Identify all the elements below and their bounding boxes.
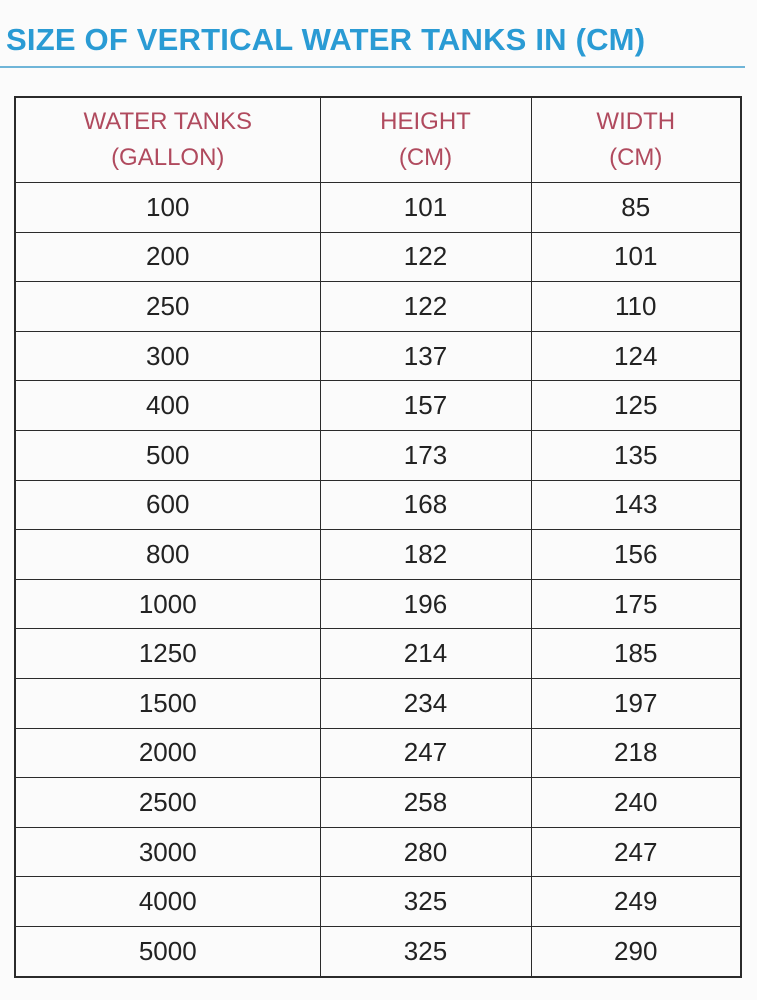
header-unit: (CM): [609, 144, 663, 171]
gallon-cell: 5000: [15, 926, 320, 976]
table-row: [15, 381, 741, 431]
table-row: [15, 678, 741, 728]
gallon-cell: 2500: [15, 778, 320, 828]
width-cell: 156: [531, 530, 741, 580]
table-row: [15, 926, 741, 976]
height-cell: 168: [320, 480, 531, 530]
gallon-cell: 200: [15, 232, 320, 282]
height-cell: 258: [320, 778, 531, 828]
gallon-cell: 800: [15, 530, 320, 580]
header-water-tanks: [15, 97, 320, 183]
gallon-cell: 250: [15, 282, 320, 332]
table-header-row: [15, 97, 741, 183]
height-cell: 101: [320, 183, 531, 233]
height-cell: 122: [320, 282, 531, 332]
page-title: SIZE OF VERTICAL WATER TANKS IN (CM): [6, 22, 646, 57]
header-width: [531, 97, 741, 183]
width-cell: 247: [531, 827, 741, 877]
gallon-cell: 1000: [15, 579, 320, 629]
height-cell: 157: [320, 381, 531, 431]
width-cell: 143: [531, 480, 741, 530]
table-row: [15, 827, 741, 877]
height-cell: 122: [320, 232, 531, 282]
gallon-cell: 400: [15, 381, 320, 431]
height-cell: 325: [320, 926, 531, 976]
header-label: HEIGHT: [380, 108, 471, 135]
height-cell: 214: [320, 629, 531, 679]
table-row: [15, 530, 741, 580]
height-cell: 234: [320, 678, 531, 728]
width-cell: 218: [531, 728, 741, 778]
header-unit: (CM): [398, 144, 453, 171]
width-cell: 124: [531, 331, 741, 381]
header-label: WATER TANKS: [83, 108, 252, 135]
gallon-cell: 4000: [15, 877, 320, 927]
height-cell: 196: [320, 579, 531, 629]
header-unit: (GALLON): [111, 144, 225, 171]
height-cell: 137: [320, 331, 531, 381]
table-row: [15, 480, 741, 530]
title-underline: [0, 66, 745, 68]
table-row: [15, 183, 741, 233]
gallon-cell: 100: [15, 183, 320, 233]
width-cell: 197: [531, 678, 741, 728]
table-row: [15, 579, 741, 629]
gallon-cell: 2000: [15, 728, 320, 778]
gallon-cell: 3000: [15, 827, 320, 877]
water-tank-size-table: [14, 96, 742, 978]
height-cell: 173: [320, 430, 531, 480]
width-cell: 290: [531, 926, 741, 976]
table-row: [15, 629, 741, 679]
gallon-cell: 300: [15, 331, 320, 381]
gallon-cell: 1500: [15, 678, 320, 728]
width-cell: 175: [531, 579, 741, 629]
gallon-cell: 500: [15, 430, 320, 480]
gallon-cell: 1250: [15, 629, 320, 679]
height-cell: 280: [320, 827, 531, 877]
width-cell: 185: [531, 629, 741, 679]
header-height: [320, 97, 531, 183]
table-row: [15, 282, 741, 332]
width-cell: 101: [531, 232, 741, 282]
table-row: [15, 778, 741, 828]
width-cell: 125: [531, 381, 741, 431]
height-cell: 182: [320, 530, 531, 580]
width-cell: 240: [531, 778, 741, 828]
gallon-cell: 600: [15, 480, 320, 530]
table-row: [15, 331, 741, 381]
width-cell: 85: [531, 183, 741, 233]
width-cell: 110: [531, 282, 741, 332]
height-cell: 247: [320, 728, 531, 778]
table-row: [15, 728, 741, 778]
table-row: [15, 430, 741, 480]
table-row: [15, 877, 741, 927]
height-cell: 325: [320, 877, 531, 927]
width-cell: 135: [531, 430, 741, 480]
width-cell: 249: [531, 877, 741, 927]
header-label: WIDTH: [596, 108, 676, 135]
table-row: [15, 232, 741, 282]
